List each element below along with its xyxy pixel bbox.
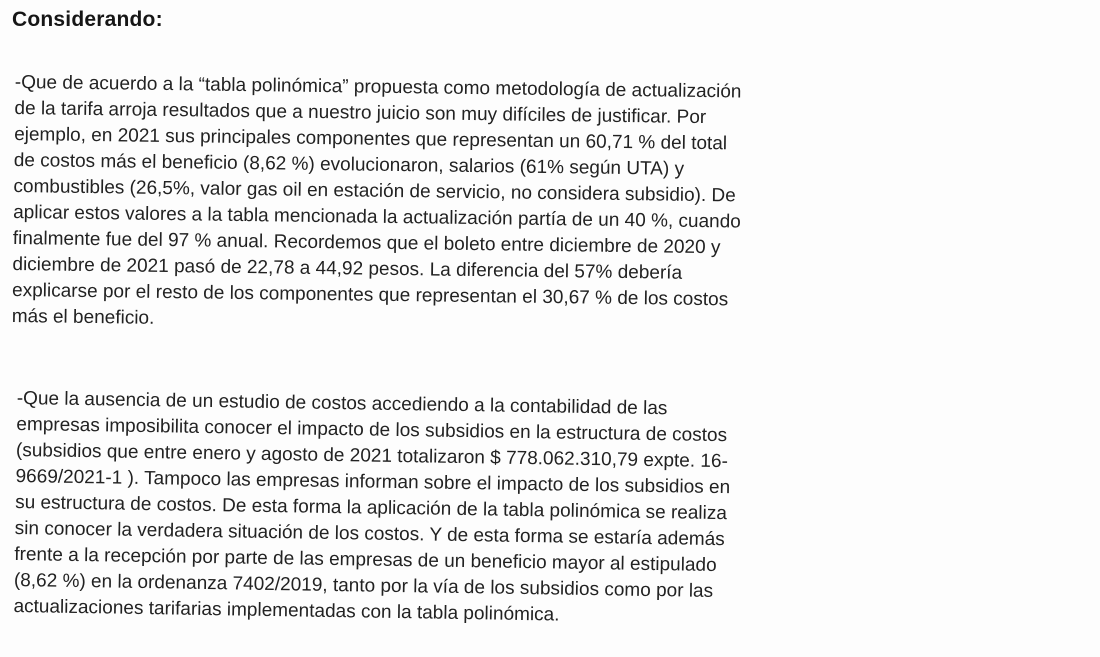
text-line: diciembre de 2021 pasó de 22,78 a 44,92 pesos. La diferencia del 57% debería xyxy=(12,253,683,284)
text-line: (subsidios que entre enero y agosto de 2021 totalizaron $ 778.062.310,79 expte. 16- xyxy=(15,439,729,473)
document-heading: Considerando: xyxy=(12,8,163,31)
text-line: de costos más el beneficio (8,62 %) evolucionaron, salarios (61% según UTA) y xyxy=(13,149,685,180)
text-line: ejemplo, en 2021 sus principales componentes que representan un 60,71 % del total xyxy=(14,123,728,155)
text-line: -Que de acuerdo a la “tabla polinómica” propuesta como metodología de actualización xyxy=(14,71,742,103)
text-line: (8,62 %) en la ordenanza 7402/2019, tanto por la vía de los subsidios como por las xyxy=(13,569,714,602)
text-line: frente a la recepción por parte de las empresas de un beneficio mayor al estipulado xyxy=(14,543,717,577)
text-line: su estructura de costos. De esta forma la aplicación de la tabla polinómica se realiza xyxy=(15,491,728,525)
text-line: sin conocer la verdadera situación de los costos. Y de esta forma se estaría además xyxy=(14,517,725,551)
text-line: 9669/2021-1 ). Tampoco las empresas informan sobre el impacto de los subsidios en xyxy=(15,465,731,499)
text-line: aplicar estos valores a la tabla mencionada la actualización partía de un 40 %, cuando xyxy=(12,201,741,233)
text-line: combustibles (26,5%, valor gas oil en estación de servicio, no considera subsidio). De xyxy=(13,175,736,207)
text-line: -Que la ausencia de un estudio de costos accediendo a la contabilidad de las xyxy=(16,387,668,420)
text-line: de la tarifa arroja resultados que a nuestro juicio son muy difíciles de justificar. Por xyxy=(14,97,707,129)
text-line: empresas imposibilita conocer el impacto de los subsidios en la estructura de costos xyxy=(16,413,728,447)
text-line: explicarse por el resto de los componentes que representan el 30,67 % de los costos xyxy=(11,279,729,311)
text-line: más el beneficio. xyxy=(11,305,155,329)
text-line: actualizaciones tarifarias implementadas con la tabla polinómica. xyxy=(13,595,560,626)
paragraph-subsidios xyxy=(13,386,731,631)
paragraph-tarifa xyxy=(12,70,743,340)
text-line: finalmente fue del 97 % anual. Recordemos que el boleto entre diciembre de 2020 y xyxy=(12,227,721,259)
